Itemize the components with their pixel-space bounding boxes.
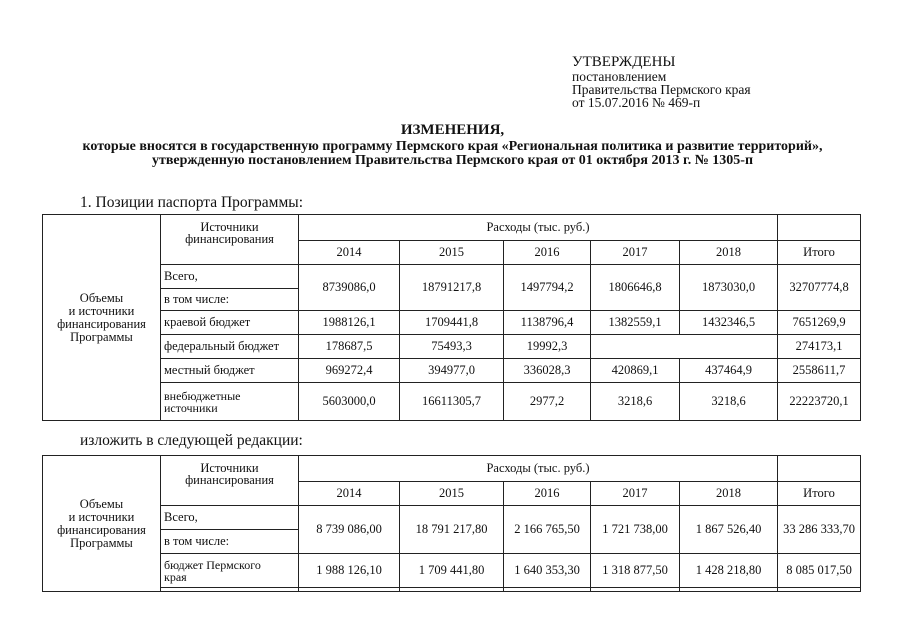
value-cell: 1497794,2 xyxy=(504,265,591,311)
value-cell: 1806646,8 xyxy=(591,265,680,311)
value-cell: 18791217,8 xyxy=(400,265,504,311)
value-cell: 75493,3 xyxy=(400,335,504,359)
cut-off-cell xyxy=(778,588,861,592)
row-label-line: Программы xyxy=(70,535,133,550)
total-header: Итого xyxy=(778,241,861,265)
source-label xyxy=(161,383,299,421)
including-label: в том числе: xyxy=(161,530,299,554)
document-title: ИЗМЕНЕНИЯ, xyxy=(400,122,505,138)
value-cell: 33 286 333,70 xyxy=(778,506,861,554)
including-label: в том числе: xyxy=(161,289,299,311)
year-header: 2014 xyxy=(299,482,400,506)
row-label-line: финансирования xyxy=(57,316,146,331)
value-cell: 336028,3 xyxy=(504,359,591,383)
year-header: 2018 xyxy=(680,241,778,265)
source-header-line: Источники xyxy=(200,220,259,234)
expenses-header: Расходы (тыс. руб.) xyxy=(299,215,778,241)
source-label xyxy=(161,554,299,588)
source-label: краевой бюджет xyxy=(161,311,299,335)
empty-header-cell xyxy=(778,215,861,241)
cut-off-cell xyxy=(400,588,504,592)
section-1-heading: 1. Позиции паспорта Программы: xyxy=(80,194,304,211)
section-2-heading: изложить в следующей редакции: xyxy=(80,432,303,449)
source-label-line: края xyxy=(164,569,187,584)
value-cell xyxy=(591,335,778,359)
approval-line-4: от 15.07.2016 № 469-п xyxy=(572,95,701,110)
document-heading xyxy=(0,120,905,168)
value-cell: 3218,6 xyxy=(591,383,680,421)
source-label-line: внебюджетные xyxy=(164,388,241,403)
row-label-line: финансирования xyxy=(57,522,146,537)
value-cell: 274173,1 xyxy=(778,335,861,359)
document-subtitle-line-2: утвержденную постановлением Правительства Пермского края от 01 октября 2013 г. № 1305-п xyxy=(151,153,754,168)
value-cell: 19992,3 xyxy=(504,335,591,359)
value-cell: 1 867 526,40 xyxy=(680,506,778,554)
cut-off-cell xyxy=(504,588,591,592)
value-cell: 1873030,0 xyxy=(680,265,778,311)
value-cell: 2558611,7 xyxy=(778,359,861,383)
value-cell: 8 085 017,50 xyxy=(778,554,861,588)
value-cell: 1 318 877,50 xyxy=(591,554,680,588)
document-subtitle-line-1: которые вносятся в государственную программу Пермского края «Региональная политика и развитие территорий», xyxy=(82,139,823,154)
row-label-line: и источники xyxy=(68,509,135,524)
row-label-line: Объемы xyxy=(79,290,124,305)
value-cell: 7651269,9 xyxy=(778,311,861,335)
source-header xyxy=(161,215,299,265)
row-label-line: Программы xyxy=(70,329,133,344)
approval-line-2: постановлением xyxy=(572,69,667,84)
expenses-header: Расходы (тыс. руб.) xyxy=(299,456,778,482)
value-cell: 2 166 765,50 xyxy=(504,506,591,554)
year-header: 2017 xyxy=(591,241,680,265)
value-cell: 32707774,8 xyxy=(778,265,861,311)
row-label-line: и источники xyxy=(68,303,135,318)
total-label: Всего, xyxy=(161,265,299,289)
empty-header-cell xyxy=(778,456,861,482)
value-cell: 8739086,0 xyxy=(299,265,400,311)
row-label-cell xyxy=(43,215,161,421)
value-cell: 1 709 441,80 xyxy=(400,554,504,588)
source-label: местный бюджет xyxy=(161,359,299,383)
row-label-line: Объемы xyxy=(79,496,124,511)
value-cell: 5603000,0 xyxy=(299,383,400,421)
total-label: Всего, xyxy=(161,506,299,530)
approval-line-3: Правительства Пермского края xyxy=(572,82,751,97)
year-header: 2018 xyxy=(680,482,778,506)
approval-block xyxy=(572,55,751,109)
source-header-line: финансирования xyxy=(185,232,274,246)
financing-table-new xyxy=(42,455,861,592)
value-cell: 2977,2 xyxy=(504,383,591,421)
cut-off-cell xyxy=(680,588,778,592)
year-header: 2016 xyxy=(504,241,591,265)
value-cell: 1 988 126,10 xyxy=(299,554,400,588)
value-cell: 1382559,1 xyxy=(591,311,680,335)
value-cell: 420869,1 xyxy=(591,359,680,383)
source-label-line: источники xyxy=(164,400,218,415)
total-header: Итого xyxy=(778,482,861,506)
source-header xyxy=(161,456,299,506)
value-cell: 394977,0 xyxy=(400,359,504,383)
year-header: 2017 xyxy=(591,482,680,506)
source-header-line: финансирования xyxy=(185,473,274,487)
value-cell: 18 791 217,80 xyxy=(400,506,504,554)
source-label-line: бюджет Пермского xyxy=(164,557,261,572)
financing-table-old xyxy=(42,214,861,421)
value-cell: 1988126,1 xyxy=(299,311,400,335)
source-label: федеральный бюджет xyxy=(161,335,299,359)
year-header: 2015 xyxy=(400,482,504,506)
row-label-cell xyxy=(43,456,161,592)
value-cell: 8 739 086,00 xyxy=(299,506,400,554)
value-cell: 22223720,1 xyxy=(778,383,861,421)
approval-line-1: УТВЕРЖДЕНЫ xyxy=(572,54,676,70)
year-header: 2016 xyxy=(504,482,591,506)
year-header: 2015 xyxy=(400,241,504,265)
value-cell: 3218,6 xyxy=(680,383,778,421)
value-cell: 1 640 353,30 xyxy=(504,554,591,588)
year-header: 2014 xyxy=(299,241,400,265)
value-cell: 1 428 218,80 xyxy=(680,554,778,588)
cut-off-cell xyxy=(299,588,400,592)
value-cell: 1432346,5 xyxy=(680,311,778,335)
source-header-line: Источники xyxy=(200,461,259,475)
value-cell: 437464,9 xyxy=(680,359,778,383)
value-cell: 1138796,4 xyxy=(504,311,591,335)
value-cell: 969272,4 xyxy=(299,359,400,383)
cut-off-cell xyxy=(161,588,299,592)
cut-off-cell xyxy=(591,588,680,592)
value-cell: 178687,5 xyxy=(299,335,400,359)
value-cell: 1 721 738,00 xyxy=(591,506,680,554)
value-cell: 1709441,8 xyxy=(400,311,504,335)
value-cell: 16611305,7 xyxy=(400,383,504,421)
